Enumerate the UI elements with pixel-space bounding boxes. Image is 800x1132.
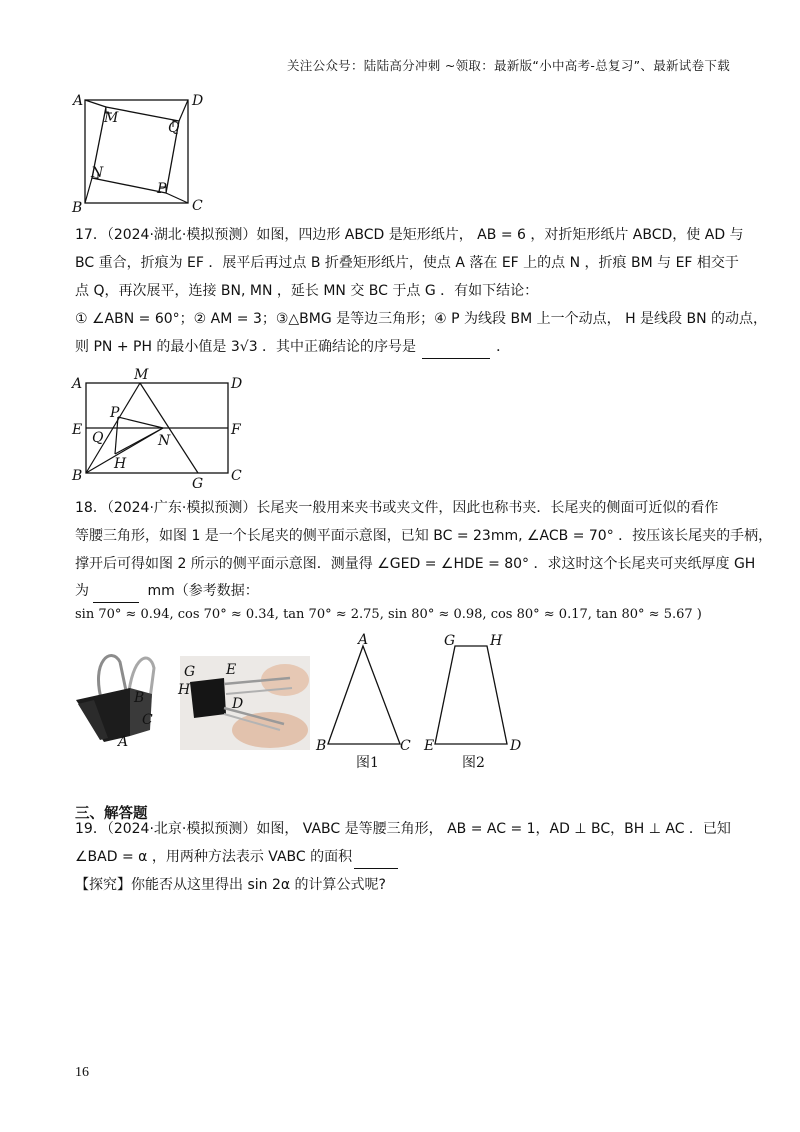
q17-line3: 点 Q，再次展平，连接 BN, MN ，延长 MN 交 BC 于点 G ．有如下结论： — [75, 283, 539, 299]
q19-line1: 19．（2024·北京·模拟预测）如图， VABC 是等腰三角形， AB = AC = 1，AD ⊥ BC，BH ⊥ AC ．已知 — [75, 821, 731, 837]
photo2-label-H: H — [178, 682, 191, 698]
q17-line1: 17．（2024·湖北·模拟预测）如图，四边形 ABCD 是矩形纸片， AB = 6 ，对折矩形纸片 ABCD，使 AD 与 — [75, 227, 744, 243]
label-D: D — [231, 376, 243, 392]
q18-line2: 等腰三角形，如图 1 是一个长尾夹的侧平面示意图，已知 BC = 23mm, ∠ACB = 70° ．按压该长尾夹的手柄， — [75, 528, 773, 544]
label-M: M — [104, 110, 119, 126]
q18-line4 — [75, 580, 259, 603]
figure-1-triangle — [310, 632, 420, 772]
fig2-label-H: H — [490, 633, 503, 649]
label-F: F — [231, 422, 241, 438]
label-H: H — [114, 456, 127, 472]
q18-line3: 撑开后可得如图 2 所示的侧平面示意图．测量得 ∠GED = ∠HDE = 80° ．求这时这个长尾夹可夹纸厚度 GH — [75, 556, 756, 572]
q18-line4-unit: mm（参考数据： — [143, 583, 259, 599]
label-G: G — [192, 476, 204, 492]
q19-answer-blank[interactable] — [354, 846, 398, 869]
q17-line5-text: 则 PN + PH 的最小值是 3√3 ．其中正确结论的序号是 — [75, 339, 417, 355]
q19-line2 — [75, 846, 398, 869]
fig1-caption: 图1 — [356, 755, 379, 771]
label-C: C — [231, 468, 242, 484]
label-P: P — [110, 405, 120, 421]
q19-explore: 【探究】你能否从这里得出 sin 2α 的计算公式呢? — [75, 877, 386, 893]
q19-line2-text: ∠BAD = α ，用两种方法表示 VABC 的面积 — [75, 849, 353, 865]
photo1-label-B: B — [134, 690, 145, 706]
q17-line5-end: ． — [496, 339, 511, 355]
opened-clip-photo — [180, 656, 310, 750]
label-A: A — [73, 93, 84, 109]
q18-line1: 18．（2024·广东·模拟预测）长尾夹一般用来夹书或夹文件，因此也称书夹．长尾夹的侧面可近似的看作 — [75, 500, 719, 516]
label-M: M — [134, 367, 149, 383]
label-C: C — [192, 198, 203, 214]
binder-clip-photo — [70, 640, 170, 752]
label-E: E — [72, 422, 83, 438]
label-Q: Q — [92, 430, 104, 446]
label-D: D — [192, 93, 204, 109]
label-B: B — [72, 200, 83, 216]
figure-2-trapezoid — [420, 632, 540, 772]
section-title: 三、解答题 — [75, 806, 148, 822]
photo1-label-C: C — [142, 712, 153, 728]
fig2-label-D: D — [510, 738, 522, 754]
q18-reference-data: sin 70° ≈ 0.94, cos 70° ≈ 0.34, tan 70° ≈ 2.75, sin 80° ≈ 0.98, cos 80° ≈ 0.17, tan 80° ≈ 5.67 ) — [75, 607, 702, 622]
fig1-label-A: A — [358, 632, 369, 648]
q18-answer-blank[interactable] — [93, 580, 139, 603]
label-A: A — [72, 376, 83, 392]
photo2-label-G: G — [184, 664, 196, 680]
q17-line2: BC 重合，折痕为 EF ．展平后再过点 B 折叠矩形纸片，使点 A 落在 EF 上的点 N ，折痕 BM 与 EF 相交于 — [75, 255, 739, 271]
page-header: 关注公众号：陆陆高分冲刺 ~领取：最新版“小中高考-总复习”、最新试卷下载 — [286, 58, 730, 73]
photo2-label-D: D — [232, 696, 244, 712]
label-Q: Q — [168, 120, 180, 136]
q18-line4-text: 为 — [75, 583, 89, 599]
page-number: 16 — [75, 1065, 89, 1080]
q17-line5 — [75, 336, 510, 359]
label-B: B — [72, 468, 83, 484]
photo2-label-E: E — [226, 662, 237, 678]
fig2-label-E: E — [424, 738, 435, 754]
q17-answer-blank[interactable] — [422, 336, 490, 359]
fig2-label-G: G — [444, 633, 456, 649]
label-N: N — [91, 165, 104, 181]
label-N: N — [158, 433, 171, 449]
fig1-label-B: B — [316, 738, 327, 754]
label-P: P — [157, 181, 167, 197]
fig1-label-C: C — [400, 738, 411, 754]
fig2-caption: 图2 — [462, 755, 485, 771]
q17-line4: ① ∠ABN = 60°；② AM = 3；③△BMG 是等边三角形；④ P 为线段 BM 上一个动点， H 是线段 BN 的动点， — [75, 311, 768, 327]
figure-square — [70, 92, 220, 214]
figure-rectangle — [68, 366, 248, 492]
photo1-label-A: A — [118, 734, 129, 750]
